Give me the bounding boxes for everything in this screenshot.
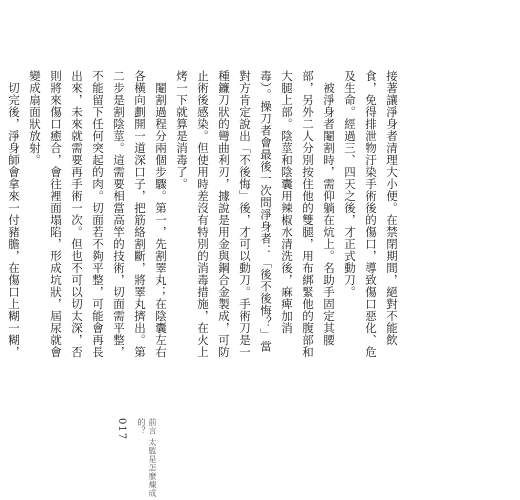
paragraph-1: 接著讓淨身者清理大小便。在禁閉期間，絕對不能飲食，免得排泄物汙染手術後的傷口，導致傷口惡化、危及生命。經過三、四天之後，才正式動刀。 xyxy=(343,70,399,358)
vertical-text-body xyxy=(7,70,402,360)
paragraph-2: 被淨身者閹割時，需仰躺在炕上。名助手固定其腰部，另外二人分別按住他的雙腿，用布綁緊他的腹部和大腿上部。陰莖和陰囊用辣椒水清洗後，麻痺加消毒）。操刀者會最後一次問淨身者：「後不後悔？」當對方肯定說出「不後悔」後，才可以動刀。手術刀是一種鐮刀狀的彎曲利刃，據說是用金與鋼合金製成，可防止術後感染。但使用時差沒有特別的消毒措施，在火上烤一下就算是消毒了。 xyxy=(175,70,336,358)
running-footer: 前言 太監是怎麼煉成的？ xyxy=(137,418,157,498)
paragraph-4: 切完後，淨身師會拿來一付豬膽，在傷口上糊一糊， xyxy=(7,81,21,358)
paragraph-3: 閹割過程分兩個步驟。第一，先割睪丸；在陰囊左右各橫向劃開一道深口子，把筋絡割斷，將睪丸擠出。第二步是割陰莖。這需要相當高竿的技術，切面需平整，不能留下任何突起的肉。切面若不夠平整，可能會再長出來，未來就需要再手術一次。但也不可以切太深，否則將來傷口癒合，會往裡面塌陷，形成坑狀，屆尿就會變成扇面狀放射。 xyxy=(28,70,168,358)
page-number: 017 xyxy=(116,418,127,441)
